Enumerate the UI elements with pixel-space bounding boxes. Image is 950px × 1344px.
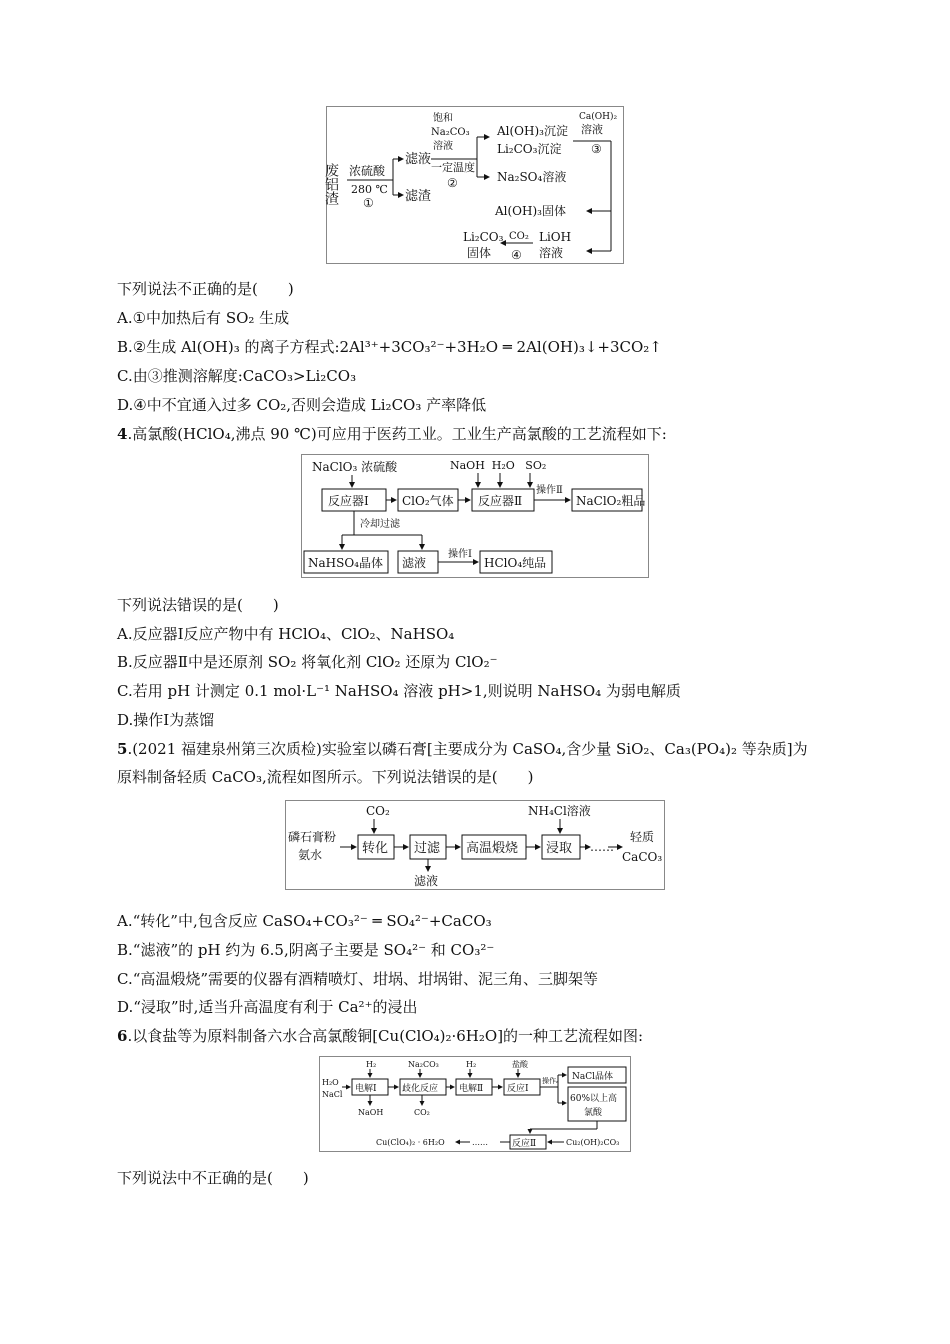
fig3-nh4cl: NH₄Cl溶液	[528, 804, 591, 818]
reagent2a-label: 饱和	[433, 113, 453, 124]
step2-label: ②	[447, 176, 458, 190]
residue-label: 滤渣	[405, 189, 432, 204]
fig4-naoh: NaOH	[358, 1108, 384, 1117]
q4-option-a: A.反应器Ⅰ反应产物中有 HClO₄、ClO₂、NaHSO₄	[117, 625, 455, 643]
fig3-co2: CO₂	[366, 804, 390, 818]
lioh-b-label: 溶液	[539, 246, 564, 260]
fig2-pure: HClO₄纯品	[484, 556, 547, 570]
fig2-op1: 操作Ⅰ	[448, 549, 472, 560]
step3-label: ③	[591, 142, 602, 156]
q6-number: 6	[117, 1027, 128, 1045]
flowchart-perchloric-acid	[301, 454, 649, 578]
fig4-elec1: 电解Ⅰ	[355, 1084, 377, 1094]
fig3-raw-b: 氨水	[298, 848, 323, 862]
co2-label: CO₂	[509, 231, 529, 242]
fig4-acid-a: 60%以上高	[570, 1094, 618, 1104]
q5-option-b: B.“滤液”的 pH 约为 6.5,阴离子主要是 SO₄²⁻ 和 CO₃²⁻	[117, 941, 495, 959]
fig4-elec2: 电解Ⅱ	[459, 1084, 484, 1094]
fig2-crude: NaClO₂粗品	[576, 494, 646, 508]
fig3-filtrate: 滤液	[414, 874, 439, 888]
fig4-op: 操作ₐ	[542, 1077, 559, 1085]
q4-number: 4	[117, 425, 128, 443]
q3-option-d: D.④中不宜通入过多 CO₂,否则会造成 Li₂CO₃ 产率降低	[117, 396, 487, 414]
q5-stem-line1	[117, 739, 808, 759]
q5-option-a: A.“转化”中,包含反应 CaSO₄+CO₃²⁻ ═ SO₄²⁻+CaCO₃	[117, 912, 492, 930]
fig2-input2: NaOH H₂O SO₂	[450, 459, 547, 472]
fig4-nacl: NaCl晶体	[572, 1072, 614, 1082]
fig3-prod-b: CaCO₃	[622, 850, 663, 864]
fig3-calc: 高温煅烧	[466, 841, 519, 856]
q3-option-b: B.②生成 Al(OH)₃ 的离子方程式:2Al³⁺+3CO₃²⁻+3H₂O ═ 2Al(OH)₃↓+3CO₂↑	[117, 338, 662, 356]
fig2-input1: NaClO₃ 浓硫酸	[312, 460, 398, 474]
fig2-cool: 冷却过滤	[360, 519, 400, 530]
reagent2b-label: Na₂CO₃	[431, 127, 470, 138]
q5-option-c: C.“高温煅烧”需要的仪器有酒精喷灯、坩埚、坩埚钳、泥三角、三脚架等	[117, 970, 599, 988]
q5-stem-line2: 原料制备轻质 CaCO₃,流程如图所示。下列说法错误的是( )	[117, 768, 534, 786]
lioh-a-label: LiOH	[539, 230, 572, 244]
q3-option-c: C.由③推测溶解度:CaCO₃>Li₂CO₃	[117, 367, 357, 385]
fig2-crystal: NaHSO₄晶体	[308, 556, 383, 570]
fig4-react2: 反应Ⅱ	[512, 1139, 537, 1149]
q3-stem: 下列说法不正确的是( )	[117, 280, 294, 298]
q4-option-b: B.反应器Ⅱ中是还原剂 SO₂ 将氧化剂 ClO₂ 还原为 ClO₂⁻	[117, 653, 498, 671]
flowchart-waste-aluminum	[323, 106, 624, 264]
step1-label: ①	[363, 196, 374, 210]
waste-label: 废铝渣	[323, 163, 339, 205]
li2co3-a-label: Li₂CO₃	[463, 230, 504, 244]
fig4-dots: ……	[472, 1138, 488, 1147]
fig4-h2: H₂	[366, 1060, 377, 1069]
prod-b-label: Li₂CO₃沉淀	[497, 142, 562, 156]
fig4-in-a: H₂O	[322, 1078, 339, 1087]
fig4-hcl: 盐酸	[512, 1060, 528, 1069]
fig4-product: Cu(ClO₄)₂ · 6H₂O	[376, 1138, 445, 1147]
fig4-acid-b: 氯酸	[584, 1108, 603, 1118]
q6-stem-text: .以食盐等为原料制备六水合高氯酸铜[Cu(ClO₄)₂·6H₂O]的一种工艺流程如图:	[127, 1027, 644, 1045]
q5-number: 5	[117, 740, 128, 758]
flowchart-light-caco3	[285, 800, 665, 890]
reagent2c-label: 溶液	[433, 141, 453, 152]
fig4-react1: 反应Ⅰ	[507, 1084, 529, 1094]
q4-stem	[117, 424, 667, 444]
reagent3b-label: 溶液	[581, 123, 603, 136]
flowchart-copper-perchlorate	[319, 1056, 631, 1152]
prod-c-label: Na₂SO₄溶液	[497, 170, 567, 184]
reagent1-label: 浓硫酸	[349, 164, 386, 178]
q6-stem	[117, 1026, 643, 1046]
cond1-label: 280 ℃	[351, 183, 388, 196]
q4-stem-text: .高氯酸(HClO₄,沸点 90 ℃)可应用于医药工业。工业生产高氯酸的工艺流程如下:	[127, 425, 667, 443]
fig2-clo2gas: ClO₂气体	[402, 494, 454, 508]
q4-option-d: D.操作Ⅰ为蒸馏	[117, 711, 215, 729]
fig3-prod-a: 轻质	[630, 830, 655, 844]
q4-option-c: C.若用 pH 计测定 0.1 mol·L⁻¹ NaHSO₄ 溶液 pH>1,则说明 NaHSO₄ 为弱电解质	[117, 682, 681, 700]
li2co3-b-label: 固体	[467, 246, 492, 260]
fig4-co2: CO₂	[414, 1108, 430, 1117]
fig3-conv: 转化	[362, 841, 389, 856]
q3-option-a: A.①中加热后有 SO₂ 生成	[117, 309, 290, 327]
fig4-ghfy: 歧化反应	[402, 1084, 439, 1094]
fig3-dots: ……	[590, 840, 614, 854]
q5-stem-text1: .(2021 福建泉州第三次质检)实验室以磷石膏[主要成分为 CaSO₄,含少量 SiO₂、Ca₃(PO₄)₂ 等杂质]为	[127, 740, 808, 758]
fig2-reactor2: 反应器Ⅱ	[478, 494, 523, 508]
filtrate-label: 滤液	[405, 152, 432, 167]
prod-a-label: Al(OH)₃沉淀	[497, 124, 568, 138]
reagent3a-label: Ca(OH)₂	[579, 112, 618, 122]
q5-option-d: D.“浸取”时,适当升高温度有利于 Ca²⁺的浸出	[117, 998, 418, 1016]
fig4-h2b: H₂	[466, 1060, 477, 1069]
fig2-reactor1: 反应器Ⅰ	[328, 494, 369, 508]
fig4-na2co3: Na₂CO₃	[408, 1060, 439, 1069]
fig3-leach: 浸取	[546, 841, 573, 856]
fig4-in-b: NaCl	[322, 1090, 343, 1099]
fig3-raw-a: 磷石膏粉	[288, 830, 337, 844]
q6-sub: 下列说法中不正确的是( )	[117, 1169, 309, 1187]
fig4-cu: Cu₂(OH)₂CO₃	[566, 1138, 620, 1147]
step4-label: ④	[511, 248, 522, 262]
solid-al-label: Al(OH)₃固体	[495, 204, 566, 218]
cond2-label: 一定温度	[431, 161, 475, 174]
fig2-op2: 操作Ⅱ	[536, 485, 563, 496]
q4-sub: 下列说法错误的是( )	[117, 596, 279, 614]
fig2-filtrate: 滤液	[402, 556, 427, 570]
fig3-filter: 过滤	[414, 841, 441, 856]
